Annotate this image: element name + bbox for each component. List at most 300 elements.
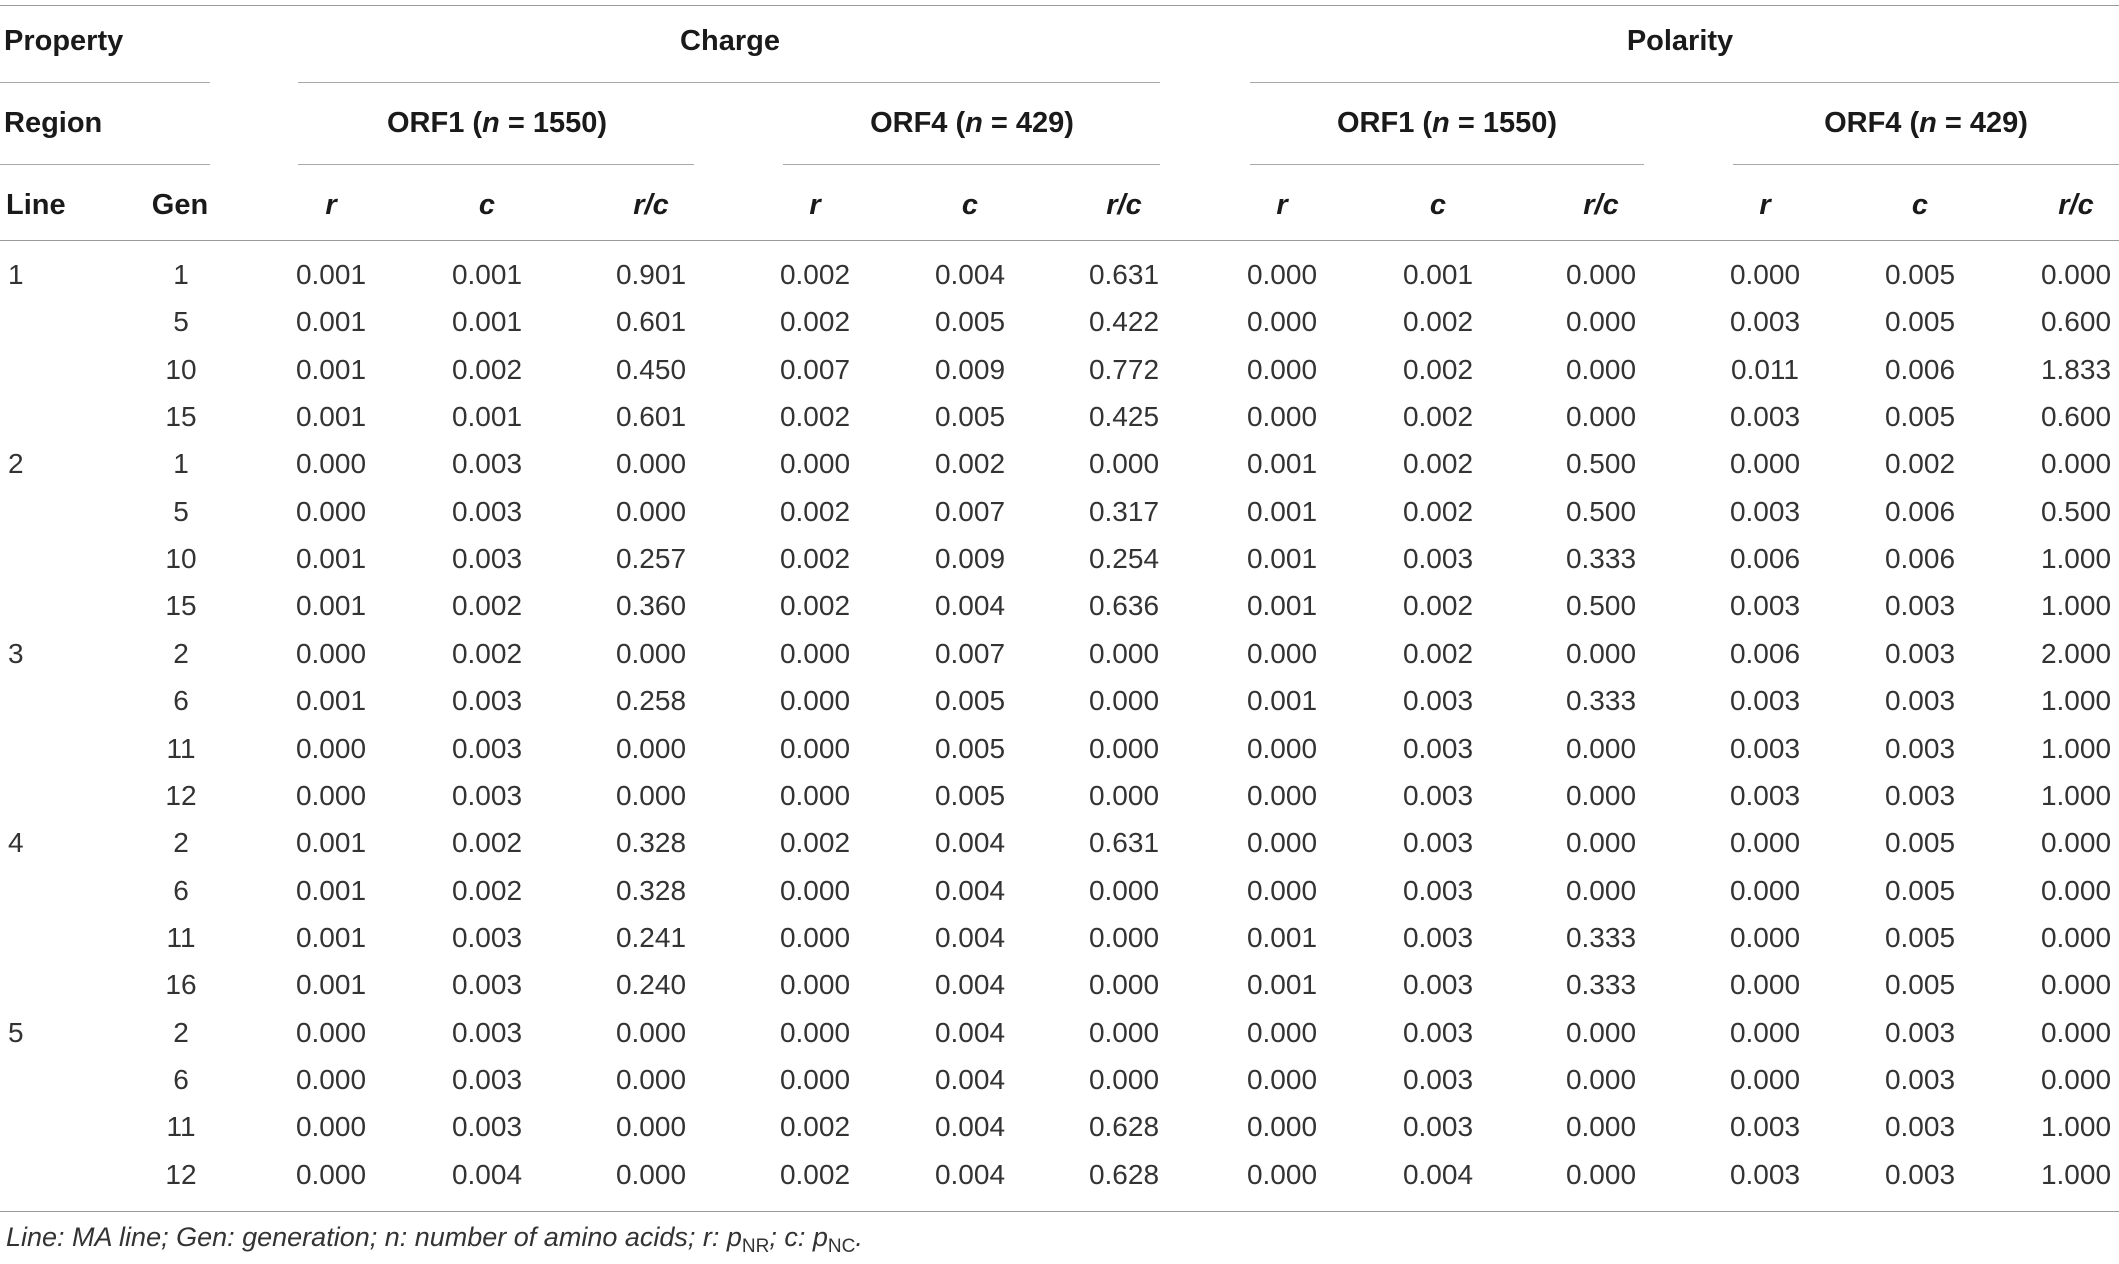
value-cell: 0.005	[1884, 306, 1956, 338]
value-cell: 0.003	[451, 448, 523, 480]
value-cell: 0.000	[615, 1016, 687, 1048]
value-cell: 0.003	[1884, 637, 1956, 669]
value-cell: 0.006	[1884, 495, 1956, 527]
value-cell: 0.003	[451, 969, 523, 1001]
value-cell: 1.000	[2040, 543, 2112, 575]
value-cell: 0.000	[1246, 353, 1318, 385]
subheader-rc: r/c	[1106, 189, 1142, 221]
value-cell: 0.003	[1884, 1016, 1956, 1048]
value-cell: 0.000	[615, 1063, 687, 1095]
value-cell: 0.000	[1246, 827, 1318, 859]
gen-cell: 2	[173, 827, 189, 859]
value-cell: 0.002	[779, 401, 851, 433]
value-cell: 0.500	[1565, 495, 1637, 527]
value-cell: 0.000	[1565, 779, 1637, 811]
orf1-var: n	[482, 107, 500, 139]
polarity-orf1-header	[1250, 106, 1644, 140]
value-cell: 0.425	[1088, 401, 1160, 433]
value-cell: 0.005	[1884, 259, 1956, 290]
footnote-part1: Line: MA line; Gen: generation; n: number of amino acids; r: p	[6, 1222, 742, 1252]
value-cell: 0.000	[1088, 1016, 1160, 1048]
value-cell: 0.003	[1729, 306, 1801, 338]
header-bottom-rule	[0, 240, 2119, 241]
value-cell: 0.009	[934, 353, 1006, 385]
orf4-var: n	[965, 107, 983, 139]
value-cell: 0.005	[934, 732, 1006, 764]
value-cell: 0.000	[1246, 637, 1318, 669]
property-header: Property	[4, 25, 124, 57]
value-cell: 0.002	[1402, 637, 1474, 669]
value-cell: 0.002	[779, 1111, 851, 1143]
subheader-rc: r/c	[2058, 189, 2094, 221]
value-cell: 0.772	[1088, 353, 1160, 385]
value-cell: 0.000	[295, 1016, 367, 1048]
subheader-c: c	[478, 189, 496, 221]
value-cell: 0.000	[1565, 1016, 1637, 1048]
gen-cell: 10	[165, 353, 197, 385]
value-cell: 0.500	[2040, 495, 2112, 527]
orf4-suffix: = 429)	[1936, 107, 2028, 139]
value-cell: 0.000	[615, 779, 687, 811]
value-cell: 0.333	[1565, 969, 1637, 1001]
gen-cell: 2	[173, 1016, 189, 1048]
value-cell: 0.000	[1565, 353, 1637, 385]
value-cell: 0.002	[1402, 401, 1474, 433]
gen-cell: 11	[166, 921, 196, 953]
value-cell: 0.004	[934, 259, 1006, 290]
value-cell: 0.004	[934, 1158, 1006, 1190]
value-cell: 0.003	[451, 1111, 523, 1143]
value-cell: 0.003	[1402, 1063, 1474, 1095]
value-cell: 0.000	[1088, 921, 1160, 953]
value-cell: 0.001	[1246, 543, 1318, 575]
gen-cell: 6	[173, 874, 189, 906]
value-cell: 0.001	[1402, 259, 1474, 290]
gen-cell: 6	[173, 1063, 189, 1095]
value-cell: 1.000	[2040, 779, 2112, 811]
value-cell: 2.000	[2040, 637, 2112, 669]
value-cell: 0.002	[1402, 495, 1474, 527]
value-cell: 0.333	[1565, 685, 1637, 717]
value-cell: 0.001	[451, 306, 523, 338]
value-cell: 0.002	[451, 637, 523, 669]
value-cell: 0.004	[451, 1158, 523, 1190]
charge-orf4-header	[783, 106, 1161, 140]
value-cell: 0.003	[1884, 685, 1956, 717]
value-cell: 0.000	[615, 448, 687, 480]
polarity-orf4-header	[1733, 106, 2119, 140]
gen-cell: 15	[165, 590, 197, 622]
gen-cell: 1	[173, 448, 189, 480]
value-cell: 0.000	[1246, 1016, 1318, 1048]
value-cell: 0.002	[779, 495, 851, 527]
value-cell: 0.003	[1884, 732, 1956, 764]
table-top-rule	[0, 5, 2119, 6]
orf1-var: n	[1432, 107, 1450, 139]
value-cell: 0.000	[295, 732, 367, 764]
value-cell: 0.004	[934, 1111, 1006, 1143]
footnote-sub-nr: NR	[741, 1236, 770, 1257]
value-cell: 0.000	[295, 495, 367, 527]
orf4-prefix: ORF4 (	[1824, 107, 1920, 139]
value-cell: 0.000	[1088, 779, 1160, 811]
value-cell: 0.011	[1731, 353, 1799, 385]
gen-cell: 2	[173, 637, 189, 669]
value-cell: 0.600	[2040, 401, 2112, 433]
value-cell: 0.000	[779, 685, 851, 717]
value-cell: 0.000	[1729, 259, 1801, 290]
value-cell: 0.000	[2040, 1063, 2112, 1095]
value-cell: 0.600	[2040, 306, 2112, 338]
value-cell: 1.000	[2040, 685, 2112, 717]
orf1-suffix: = 1550)	[499, 107, 607, 139]
value-cell: 0.002	[779, 306, 851, 338]
value-cell: 0.628	[1088, 1111, 1160, 1143]
value-cell: 0.004	[934, 921, 1006, 953]
value-cell: 0.000	[779, 779, 851, 811]
value-cell: 0.003	[1884, 590, 1956, 622]
charge-orf1-header	[300, 106, 694, 140]
value-cell: 0.000	[2040, 448, 2112, 480]
value-cell: 0.000	[1088, 637, 1160, 669]
value-cell: 0.003	[451, 921, 523, 953]
value-cell: 0.002	[779, 1158, 851, 1190]
value-cell: 0.000	[1565, 259, 1637, 290]
value-cell: 0.003	[451, 1016, 523, 1048]
value-cell: 0.001	[451, 259, 523, 290]
value-cell: 0.003	[1402, 874, 1474, 906]
value-cell: 0.003	[1729, 1111, 1801, 1143]
value-cell: 0.001	[295, 827, 367, 859]
orf4-suffix: = 429)	[982, 107, 1074, 139]
value-cell: 0.000	[779, 921, 851, 953]
value-cell: 0.002	[779, 259, 851, 290]
value-cell: 0.001	[295, 685, 367, 717]
gen-cell: 12	[165, 1158, 197, 1190]
value-cell: 0.000	[1246, 874, 1318, 906]
subheader-rc: r/c	[633, 189, 669, 221]
value-cell: 0.000	[779, 874, 851, 906]
value-cell: 0.254	[1088, 543, 1160, 575]
value-cell: 0.002	[779, 543, 851, 575]
charge-header: Charge	[680, 25, 780, 57]
value-cell: 0.333	[1565, 921, 1637, 953]
polarity-orf4-rule	[1733, 164, 2119, 165]
line-cell: 3	[8, 637, 24, 669]
subheader-r: r	[1276, 189, 1288, 221]
value-cell: 0.601	[615, 306, 687, 338]
value-cell: 0.003	[451, 685, 523, 717]
value-cell: 0.002	[1884, 448, 1956, 480]
gen-cell: 12	[165, 779, 197, 811]
value-cell: 0.360	[615, 590, 687, 622]
value-cell: 0.002	[934, 448, 1006, 480]
value-cell: 0.000	[1088, 448, 1160, 480]
value-cell: 0.631	[1088, 827, 1160, 859]
value-cell: 0.000	[1729, 448, 1801, 480]
value-cell: 0.000	[1565, 401, 1637, 433]
value-cell: 0.000	[1246, 306, 1318, 338]
gen-cell: 5	[173, 495, 189, 527]
value-cell: 0.003	[1402, 1111, 1474, 1143]
polarity-orf1-rule	[1250, 164, 1644, 165]
value-cell: 0.000	[1565, 1158, 1637, 1190]
value-cell: 0.001	[295, 306, 367, 338]
value-cell: 0.003	[1402, 543, 1474, 575]
value-cell: 0.003	[1729, 401, 1801, 433]
gen-cell: 6	[173, 685, 189, 717]
value-cell: 0.001	[295, 874, 367, 906]
value-cell: 0.003	[1402, 1016, 1474, 1048]
value-cell: 0.001	[295, 259, 367, 290]
value-cell: 0.002	[1402, 590, 1474, 622]
charge-orf1-rule	[298, 164, 694, 165]
value-cell: 0.004	[934, 1016, 1006, 1048]
value-cell: 0.003	[1729, 685, 1801, 717]
value-cell: 0.000	[615, 732, 687, 764]
value-cell: 1.000	[2040, 732, 2112, 764]
subheader-r: r	[809, 189, 821, 221]
gen-cell: 11	[166, 1111, 196, 1143]
value-cell: 0.003	[1729, 495, 1801, 527]
subheader-c: c	[961, 189, 979, 221]
gen-cell: 15	[165, 401, 197, 433]
orf1-prefix: ORF1 (	[386, 107, 483, 139]
value-cell: 0.000	[295, 779, 367, 811]
value-cell: 0.005	[1884, 969, 1956, 1001]
value-cell: 0.001	[295, 401, 367, 433]
value-cell: 0.636	[1088, 590, 1160, 622]
value-cell: 0.450	[615, 353, 687, 385]
table-bottom-rule	[0, 1211, 2119, 1212]
value-cell: 0.628	[1088, 1158, 1160, 1190]
value-cell: 0.000	[1246, 1111, 1318, 1143]
value-cell: 0.000	[1088, 969, 1160, 1001]
value-cell: 0.006	[1729, 637, 1801, 669]
value-cell: 0.241	[615, 921, 687, 953]
value-cell: 0.002	[1402, 448, 1474, 480]
value-cell: 0.000	[2040, 874, 2112, 906]
value-cell: 0.000	[1729, 921, 1801, 953]
value-cell: 0.000	[1088, 732, 1160, 764]
value-cell: 0.000	[1729, 1016, 1801, 1048]
value-cell: 0.000	[615, 637, 687, 669]
value-cell: 0.000	[2040, 921, 2112, 953]
polarity-rule	[1250, 82, 2119, 83]
polarity-header: Polarity	[1626, 25, 1734, 57]
value-cell: 0.004	[934, 827, 1006, 859]
value-cell: 0.003	[1884, 1111, 1956, 1143]
value-cell: 0.000	[1246, 779, 1318, 811]
value-cell: 0.002	[451, 590, 523, 622]
value-cell: 0.000	[1565, 874, 1637, 906]
value-cell: 0.000	[1729, 1063, 1801, 1095]
subheader-c: c	[1429, 189, 1447, 221]
value-cell: 0.000	[1729, 969, 1801, 1001]
value-cell: 0.004	[934, 874, 1006, 906]
line-cell: 2	[8, 448, 24, 480]
value-cell: 1.000	[2040, 590, 2112, 622]
subheader-c: c	[1911, 189, 1929, 221]
value-cell: 0.005	[1884, 827, 1956, 859]
value-cell: 0.003	[451, 1063, 523, 1095]
value-cell: 0.000	[2040, 827, 2112, 859]
value-cell: 0.001	[1246, 590, 1318, 622]
value-cell: 0.007	[934, 637, 1006, 669]
value-cell: 0.003	[451, 495, 523, 527]
gen-cell: 16	[165, 969, 197, 1001]
value-cell: 0.002	[451, 827, 523, 859]
value-cell: 0.003	[1402, 779, 1474, 811]
value-cell: 0.004	[1402, 1158, 1474, 1190]
value-cell: 0.005	[934, 685, 1006, 717]
value-cell: 0.002	[451, 874, 523, 906]
value-cell: 0.000	[1565, 637, 1637, 669]
value-cell: 0.007	[934, 495, 1006, 527]
value-cell: 0.000	[779, 1063, 851, 1095]
value-cell: 0.005	[934, 779, 1006, 811]
value-cell: 0.004	[934, 969, 1006, 1001]
value-cell: 0.000	[779, 637, 851, 669]
value-cell: 0.002	[1402, 353, 1474, 385]
value-cell: 0.001	[295, 543, 367, 575]
value-cell: 0.001	[295, 590, 367, 622]
value-cell: 0.000	[1729, 874, 1801, 906]
value-cell: 0.003	[1402, 685, 1474, 717]
subheader-r: r	[325, 189, 337, 221]
value-cell: 0.328	[615, 874, 687, 906]
value-cell: 0.257	[615, 543, 687, 575]
value-cell: 0.003	[1729, 1158, 1801, 1190]
value-cell: 0.000	[1246, 401, 1318, 433]
value-cell: 0.317	[1088, 495, 1160, 527]
value-cell: 0.000	[1088, 685, 1160, 717]
value-cell: 0.001	[295, 353, 367, 385]
value-cell: 0.006	[1884, 543, 1956, 575]
value-cell: 0.001	[1246, 448, 1318, 480]
line-header: Line	[6, 189, 66, 221]
value-cell: 0.000	[1565, 732, 1637, 764]
value-cell: 0.000	[779, 1016, 851, 1048]
value-cell: 0.901	[615, 259, 687, 290]
value-cell: 0.000	[1246, 732, 1318, 764]
value-cell: 0.006	[1884, 353, 1956, 385]
value-cell: 0.000	[615, 1111, 687, 1143]
value-cell: 0.000	[1729, 827, 1801, 859]
value-cell: 0.000	[615, 1158, 687, 1190]
value-cell: 0.003	[451, 543, 523, 575]
line-cell: 1	[8, 259, 24, 290]
value-cell: 0.009	[934, 543, 1006, 575]
value-cell: 0.000	[295, 1063, 367, 1095]
value-cell: 0.005	[934, 306, 1006, 338]
value-cell: 0.328	[615, 827, 687, 859]
value-cell: 0.001	[451, 401, 523, 433]
region-rule	[0, 164, 210, 165]
value-cell: 0.000	[295, 637, 367, 669]
charge-rule	[298, 82, 1160, 83]
value-cell: 0.000	[1246, 1063, 1318, 1095]
value-cell: 0.001	[295, 969, 367, 1001]
value-cell: 0.004	[934, 1063, 1006, 1095]
value-cell: 0.000	[2040, 259, 2112, 290]
value-cell: 0.601	[615, 401, 687, 433]
value-cell: 0.333	[1565, 543, 1637, 575]
value-cell: 0.003	[451, 732, 523, 764]
gen-header: Gen	[151, 189, 209, 221]
gen-cell: 10	[165, 543, 197, 575]
gen-cell: 1	[173, 259, 189, 290]
value-cell: 0.006	[1729, 543, 1801, 575]
value-cell: 0.003	[1884, 779, 1956, 811]
footnote-part3: .	[855, 1222, 863, 1252]
value-cell: 0.003	[1402, 827, 1474, 859]
orf1-suffix: = 1550)	[1449, 107, 1557, 139]
footnote-sub-nc: NC	[827, 1236, 856, 1257]
value-cell: 0.000	[1088, 874, 1160, 906]
footnote-part2: ; c: p	[769, 1222, 828, 1252]
value-cell: 0.000	[1088, 1063, 1160, 1095]
value-cell: 0.007	[779, 353, 851, 385]
value-cell: 0.003	[1729, 732, 1801, 764]
orf4-prefix: ORF4 (	[870, 107, 966, 139]
property-rule	[0, 82, 210, 83]
region-header: Region	[4, 107, 103, 139]
value-cell: 0.000	[2040, 1016, 2112, 1048]
value-cell: 0.000	[779, 448, 851, 480]
value-cell: 0.003	[1884, 1063, 1956, 1095]
value-cell: 0.000	[1246, 259, 1318, 290]
value-cell: 0.000	[1565, 306, 1637, 338]
value-cell: 0.001	[295, 921, 367, 953]
line-cell: 5	[8, 1016, 24, 1048]
value-cell: 0.003	[1402, 921, 1474, 953]
value-cell: 0.000	[295, 1158, 367, 1190]
table-footnote	[6, 1220, 863, 1264]
value-cell: 0.000	[295, 448, 367, 480]
gen-cell: 5	[173, 306, 189, 338]
value-cell: 0.000	[779, 732, 851, 764]
value-cell: 0.001	[1246, 685, 1318, 717]
value-cell: 0.002	[779, 827, 851, 859]
line-cell: 4	[8, 827, 24, 859]
value-cell: 0.004	[934, 590, 1006, 622]
value-cell: 0.000	[1246, 1158, 1318, 1190]
value-cell: 1.000	[2040, 1158, 2112, 1190]
value-cell: 0.000	[295, 1111, 367, 1143]
value-cell: 0.002	[451, 353, 523, 385]
value-cell: 0.000	[1565, 1111, 1637, 1143]
value-cell: 0.500	[1565, 448, 1637, 480]
value-cell: 0.005	[1884, 874, 1956, 906]
value-cell: 0.003	[1729, 779, 1801, 811]
value-cell: 1.833	[2040, 353, 2112, 385]
charge-orf4-rule	[783, 164, 1160, 165]
value-cell: 0.422	[1088, 306, 1160, 338]
value-cell: 0.005	[934, 401, 1006, 433]
value-cell: 0.003	[1884, 1158, 1956, 1190]
value-cell: 0.000	[779, 969, 851, 1001]
value-cell: 0.001	[1246, 969, 1318, 1001]
value-cell: 0.000	[1565, 827, 1637, 859]
value-cell: 0.003	[451, 779, 523, 811]
value-cell: 0.258	[615, 685, 687, 717]
value-cell: 0.003	[1402, 732, 1474, 764]
value-cell: 0.000	[2040, 969, 2112, 1001]
value-cell: 1.000	[2040, 1111, 2112, 1143]
value-cell: 0.001	[1246, 495, 1318, 527]
value-cell: 0.631	[1088, 259, 1160, 290]
